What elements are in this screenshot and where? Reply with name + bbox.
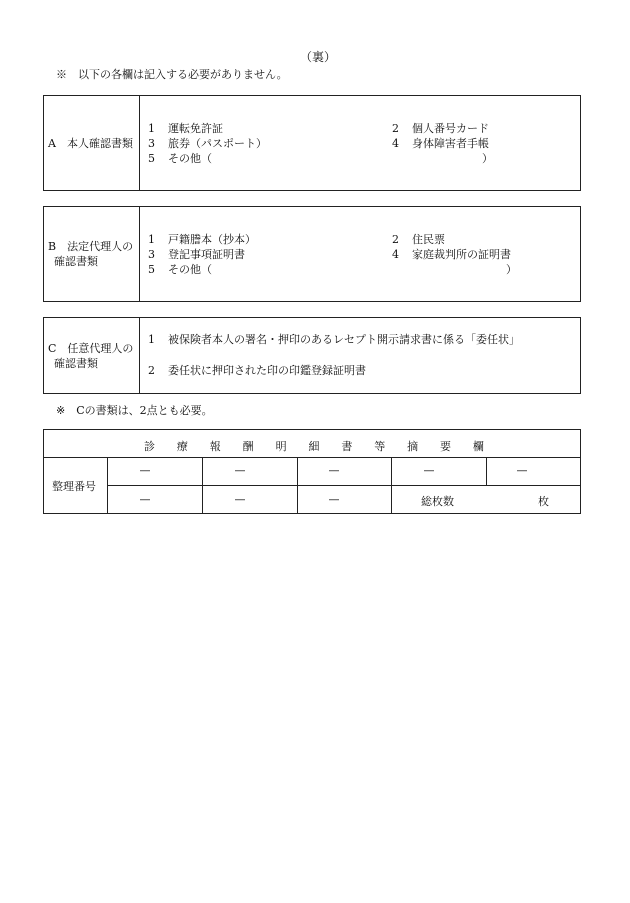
title-char: 酬 — [242, 440, 254, 453]
dash: — — [423, 464, 435, 477]
section-a-close-paren: ） — [482, 152, 493, 165]
dash: — — [328, 464, 340, 477]
section-b-close-paren: ） — [506, 263, 517, 276]
table-col-1 — [107, 457, 108, 513]
title-char: 明 — [275, 440, 287, 453]
section-a-item-3: 3 旅券（パスポート） — [148, 137, 267, 150]
section-c-box — [43, 317, 581, 394]
section-b-item-3: 3 登記事項証明書 — [148, 248, 245, 261]
title-char: 欄 — [472, 440, 484, 453]
table-col-4 — [391, 457, 392, 513]
dash: — — [234, 464, 246, 477]
section-b-label-line1: B 法定代理人の — [48, 240, 134, 253]
table-col-5 — [486, 457, 487, 485]
section-c-divider — [139, 318, 140, 393]
title-char: 等 — [374, 440, 386, 453]
section-c-item-2: 2 委任状に押印された印の印鑑登録証明書 — [148, 364, 366, 377]
title-char: 細 — [308, 440, 320, 453]
section-c-item-1: 1 被保険者本人の署名・押印のあるレセプト開示請求書に係る「委任状」 — [148, 333, 520, 346]
section-b-box — [43, 206, 581, 302]
section-a-item-1: 1 運転免許証 — [148, 122, 223, 135]
section-c-label-line2: 確認書類 — [54, 357, 98, 370]
title-char: 摘 — [407, 440, 419, 453]
title-char: 報 — [209, 440, 221, 453]
section-b-item-2: 2 住民票 — [392, 233, 445, 246]
reference-number-label: 整理番号 — [52, 480, 96, 493]
title-char: 要 — [440, 440, 452, 453]
summary-table — [43, 429, 581, 514]
dash: — — [516, 464, 528, 477]
table-rule-1 — [44, 457, 580, 458]
section-a-box — [43, 95, 581, 191]
section-a-label: A 本人確認書類 — [48, 137, 133, 150]
dash: — — [234, 493, 246, 506]
dash: — — [139, 464, 151, 477]
section-a-divider — [139, 96, 140, 190]
section-b-item-5: 5 その他（ — [148, 263, 212, 276]
table-col-3 — [297, 457, 298, 513]
header-note: ※ 以下の各欄は記入する必要がありません。 — [56, 68, 288, 81]
section-a-item-4: 4 身体障害者手帳 — [392, 137, 489, 150]
section-b-item-4: 4 家庭裁判所の証明書 — [392, 248, 511, 261]
section-b-item-1: 1 戸籍謄本（抄本） — [148, 233, 256, 246]
section-c-note: ※ Cの書類は、2点とも必要。 — [56, 404, 213, 417]
section-b-divider — [139, 207, 140, 301]
table-rule-2 — [107, 485, 580, 486]
section-a-item-5: 5 その他（ — [148, 152, 212, 165]
sheets-unit: 枚 — [538, 495, 549, 508]
table-title — [144, 438, 484, 454]
side-marker: （裏） — [300, 50, 337, 64]
title-char: 書 — [341, 440, 353, 453]
title-char: 療 — [176, 440, 188, 453]
section-b-label-line2: 確認書類 — [54, 255, 98, 268]
table-col-2 — [202, 457, 203, 513]
dash: — — [328, 493, 340, 506]
section-c-label-line1: C 任意代理人の — [48, 342, 134, 355]
dash: — — [139, 493, 151, 506]
section-a-item-2: 2 個人番号カード — [392, 122, 489, 135]
title-char: 診 — [144, 440, 155, 453]
total-sheets-label: 総枚数 — [421, 495, 454, 508]
